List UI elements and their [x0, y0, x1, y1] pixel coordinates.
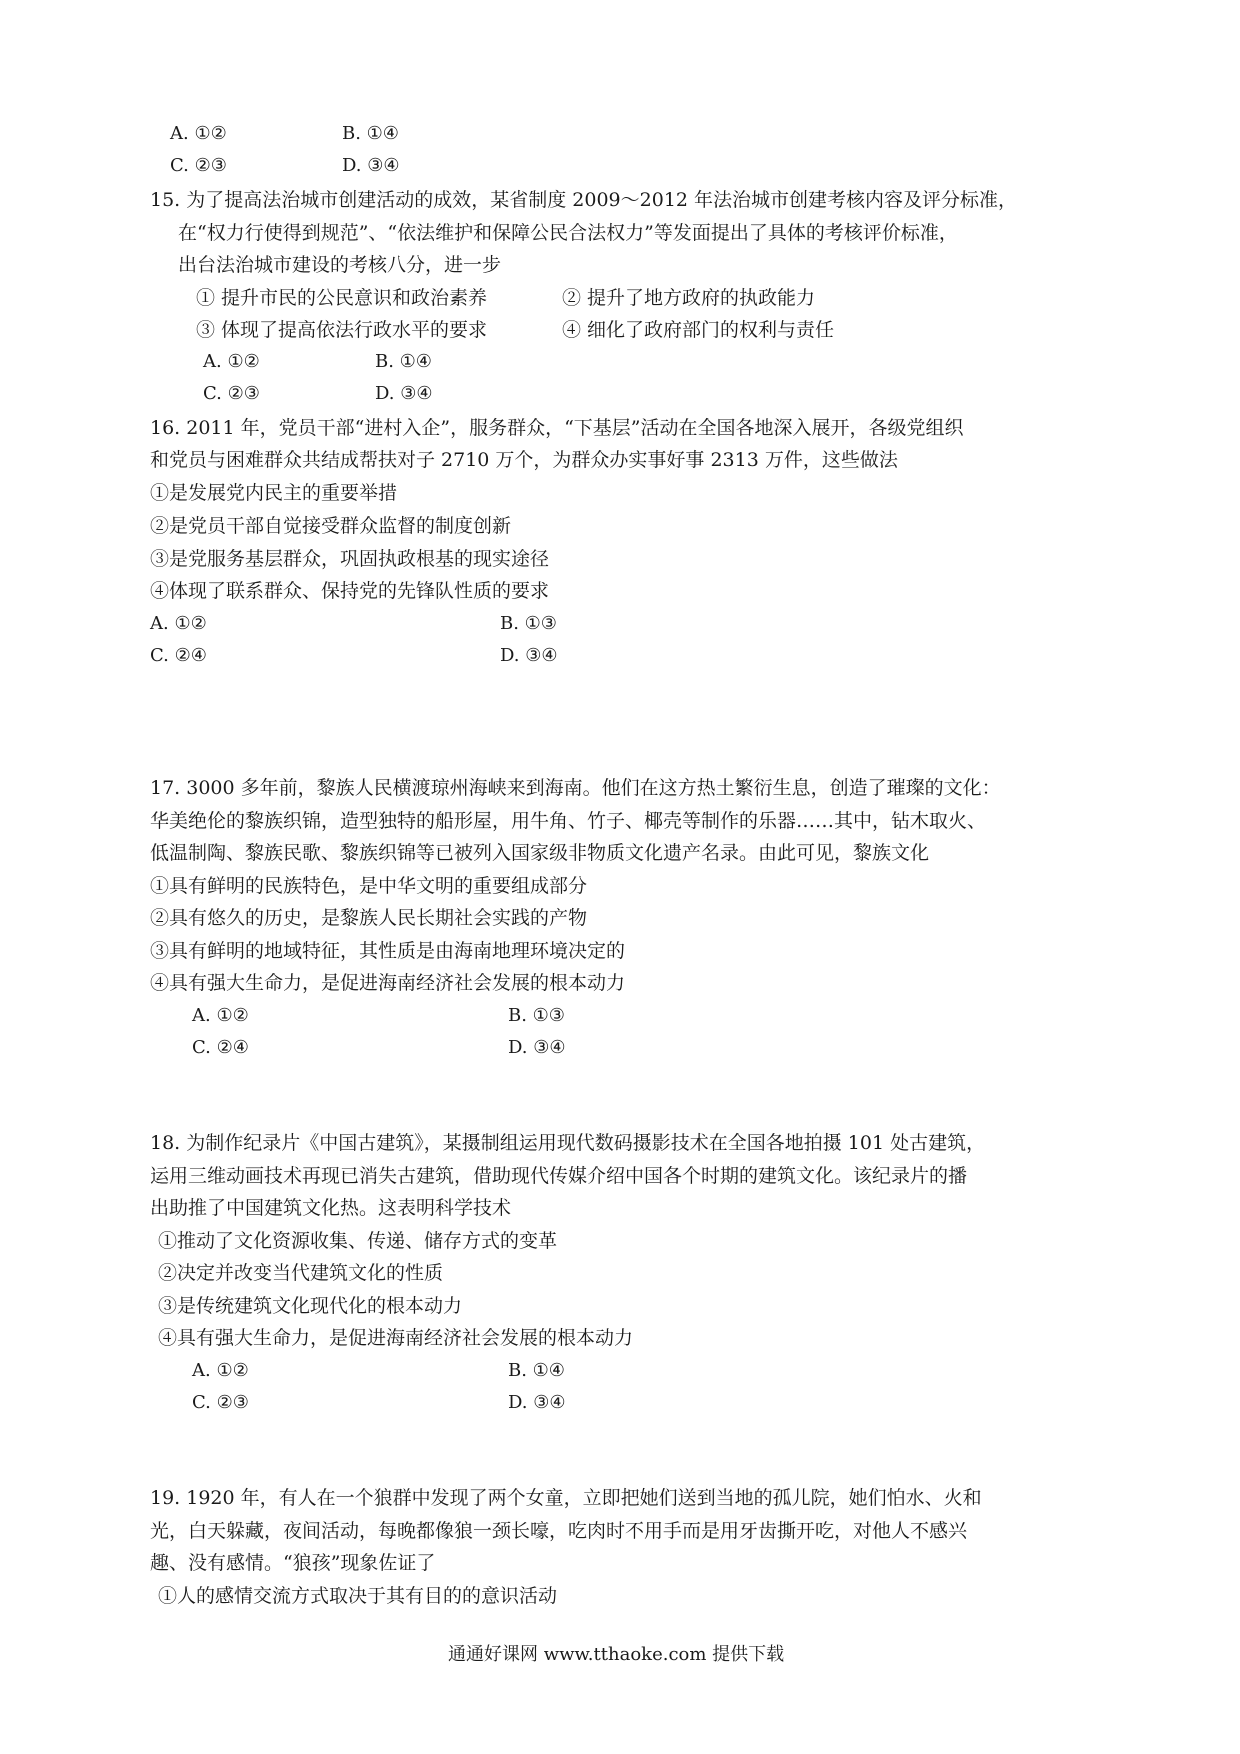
q19-stem-line: 趣、没有感情。“狼孩”现象佐证了 [150, 1552, 436, 1574]
q15-option-b: B. ①④ [375, 351, 432, 372]
q17-option-a: A. ①② [192, 1005, 249, 1026]
q17-statement-2: ②具有悠久的历史，是黎族人民长期社会实践的产物 [150, 907, 588, 929]
q15-option-d: D. ③④ [375, 383, 433, 404]
q15-option-c: C. ②③ [203, 383, 260, 404]
q18-option-a: A. ①② [192, 1360, 249, 1381]
q18-statement-3: ③是传统建筑文化现代化的根本动力 [158, 1295, 463, 1317]
q19-statement-1: ①人的感情交流方式取决于其有目的的意识活动 [158, 1585, 558, 1607]
q18-option-c: C. ②③ [192, 1392, 249, 1413]
q14-option-b: B. ①④ [342, 123, 399, 144]
q17-option-d: D. ③④ [508, 1037, 566, 1058]
q19-stem-line: 光，白天躲藏，夜间活动，每晚都像狼一颈长嚎，吃肉时不用手而是用牙齿撕开吃，对他人不感兴 [150, 1520, 968, 1542]
q16-statement-3: ③是党服务基层群众，巩固执政根基的现实途径 [150, 548, 550, 570]
q16-stem-line: 和党员与困难群众共结成帮扶对子 2710 万个，为群众办实事好事 2313 万件，这些做法 [150, 449, 898, 471]
q18-option-b: B. ①④ [508, 1360, 565, 1381]
q17-option-b: B. ①③ [508, 1005, 565, 1026]
q16-option-b: B. ①③ [500, 613, 557, 634]
q15-stem-line: 在“权力行使得到规范”、“依法维护和保障公民合法权力”等发面提出了具体的考核评价标准， [178, 222, 958, 244]
q18-stem-line: 运用三维动画技术再现已消失古建筑，借助现代传媒介绍中国各个时期的建筑文化。该纪录片的播 [150, 1165, 968, 1187]
q15-statement-4: ④ 细化了政府部门的权利与责任 [562, 319, 835, 341]
q18-stem-line: 18. 为制作纪录片《中国古建筑》，某摄制组运用现代数码摄影技术在全国各地拍摄 101 处古建筑， [150, 1132, 986, 1154]
q15-statement-2: ② 提升了地方政府的执政能力 [562, 287, 816, 309]
q17-statement-4: ④具有强大生命力，是促进海南经济社会发展的根本动力 [150, 972, 626, 994]
q15-statement-1: ① 提升市民的公民意识和政治素养 [196, 287, 488, 309]
q17-stem-line: 华美绝伦的黎族织锦，造型独特的船形屋，用牛角、竹子、椰壳等制作的乐器……其中，钻木取火、 [150, 810, 987, 832]
q14-option-c: C. ②③ [170, 155, 227, 176]
q18-statement-4: ④具有强大生命力，是促进海南经济社会发展的根本动力 [158, 1327, 634, 1349]
q16-statement-1: ①是发展党内民主的重要举措 [150, 482, 398, 504]
q18-statement-1: ①推动了文化资源收集、传递、储存方式的变革 [158, 1230, 558, 1252]
q15-statement-3: ③ 体现了提高依法行政水平的要求 [196, 319, 488, 341]
q17-statement-1: ①具有鲜明的民族特色，是中华文明的重要组成部分 [150, 875, 588, 897]
q18-option-d: D. ③④ [508, 1392, 566, 1413]
q19-stem-line: 19. 1920 年，有人在一个狼群中发现了两个女童，立即把她们送到当地的孤儿院，她们怕水、火和 [150, 1487, 982, 1509]
q18-stem-line: 出助推了中国建筑文化热。这表明科学技术 [150, 1197, 512, 1219]
q14-option-a: A. ①② [170, 123, 227, 144]
q17-stem-line: 低温制陶、黎族民歌、黎族织锦等已被列入国家级非物质文化遗产名录。由此可见，黎族文化 [150, 842, 930, 864]
q18-statement-2: ②决定并改变当代建筑文化的性质 [158, 1262, 444, 1284]
q15-stem-line: 15. 为了提高法治城市创建活动的成效，某省制度 2009～2012 年法治城市创建考核内容及评分标准， [150, 189, 1018, 211]
q17-statement-3: ③具有鲜明的地域特征，其性质是由海南地理环境决定的 [150, 940, 626, 962]
q17-stem-line: 17. 3000 多年前，黎族人民横渡琼州海峡来到海南。他们在这方热土繁衍生息，创造了璀璨的文化： [150, 777, 1001, 799]
q16-stem-line: 16. 2011 年，党员干部“进村入企”，服务群众，“下基层”活动在全国各地深入展开，各级党组织 [150, 417, 964, 439]
q16-option-c: C. ②④ [150, 645, 207, 666]
q16-option-d: D. ③④ [500, 645, 558, 666]
q14-option-d: D. ③④ [342, 155, 400, 176]
q17-option-c: C. ②④ [192, 1037, 249, 1058]
q16-statement-4: ④体现了联系群众、保持党的先锋队性质的要求 [150, 580, 550, 602]
q15-option-a: A. ①② [203, 351, 260, 372]
q16-option-a: A. ①② [150, 613, 207, 634]
q16-statement-2: ②是党员干部自觉接受群众监督的制度创新 [150, 515, 512, 537]
q15-stem-line: 出台法治城市建设的考核八分，进一步 [178, 254, 502, 276]
page-footer: 通通好课网 www.tthaoke.com 提供下载 [448, 1644, 785, 1665]
